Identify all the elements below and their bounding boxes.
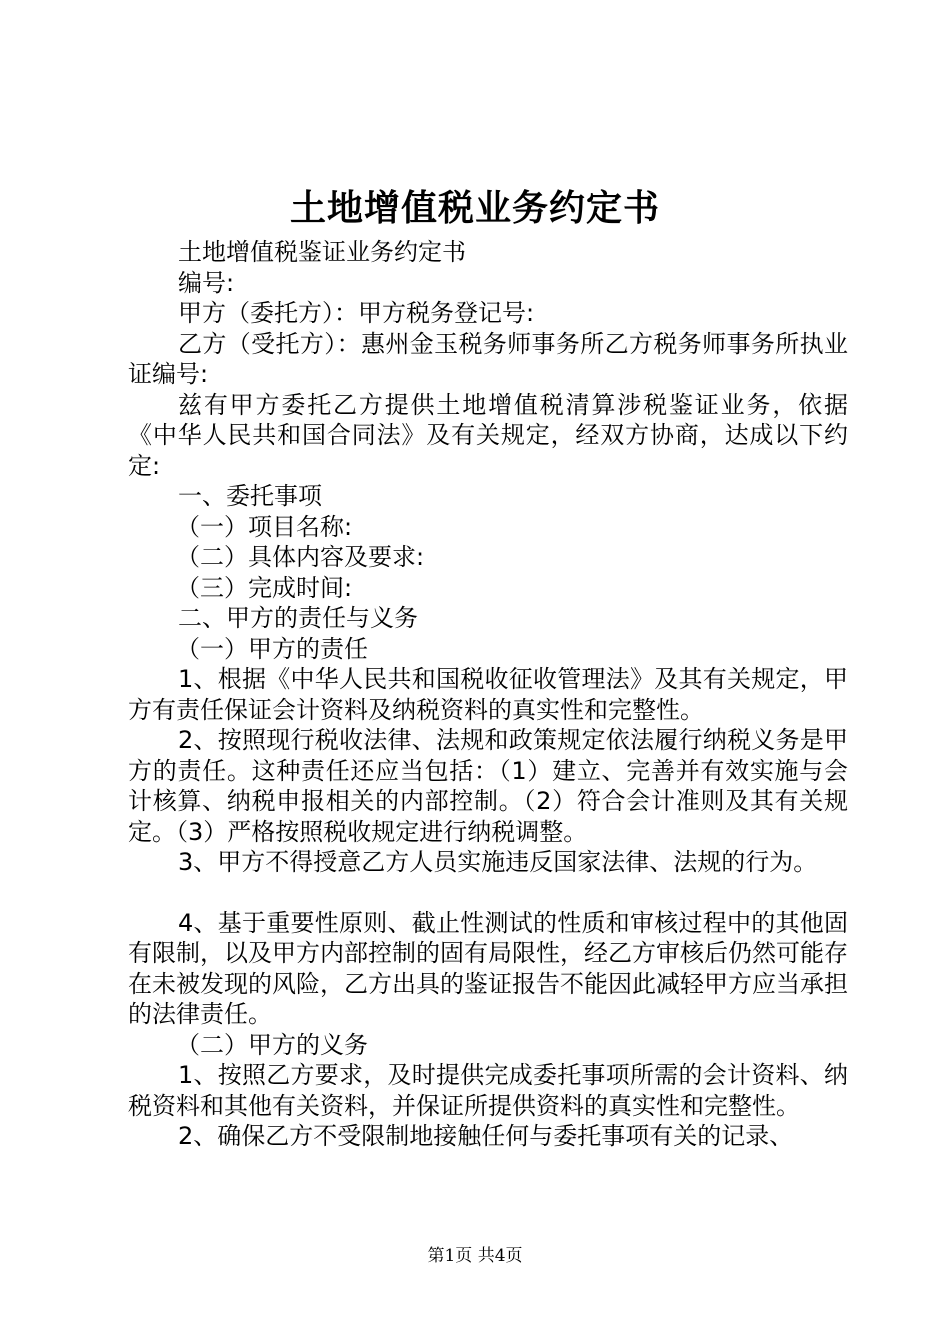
item-content-requirements: （二）具体内容及要求: xyxy=(176,543,425,571)
page-footer: 第1页 共4页 xyxy=(427,1246,523,1266)
document-title: 土地增值税业务约定书 xyxy=(289,187,660,229)
clause-responsibility-3: 3、甲方不得授意乙方人员实施违反国家法律、法规的行为。 xyxy=(178,848,818,876)
paragraph-number: 编号: xyxy=(178,268,235,297)
paragraph-intro: 兹有甲方委托乙方提供土地增值税清算涉税鉴证业务，依据《中华人民共和国合同法》及有关规定，经双方协商，达成以下约定: xyxy=(128,390,848,480)
section-heading-1: 一、委托事项 xyxy=(178,482,322,510)
subsection-heading-responsibility: （一）甲方的责任 xyxy=(176,634,368,663)
document-body xyxy=(128,237,848,1152)
item-project-name: （一）项目名称: xyxy=(176,512,353,541)
item-completion-time: （三）完成时间: xyxy=(176,573,353,602)
subsection-heading-obligation: （二）甲方的义务 xyxy=(176,1030,368,1059)
clause-obligation-2: 2、确保乙方不受限制地接触任何与委托事项有关的记录、 xyxy=(178,1122,794,1150)
paragraph-party-b: 乙方（受托方）：惠州金玉税务师事务所乙方税务师事务所执业证编号: xyxy=(128,329,848,388)
section-heading-2: 二、甲方的责任与义务 xyxy=(178,604,418,632)
paragraph-party-a: 甲方（委托方）：甲方税务登记号: xyxy=(178,299,535,327)
paragraph-subtitle: 土地增值税鉴证业务约定书 xyxy=(178,238,466,266)
clause-obligation-1: 1、按照乙方要求，及时提供完成委托事项所需的会计资料、纳税资料和其他有关资料，并保证所提供资料的真实性和完整性。 xyxy=(128,1061,848,1120)
clause-responsibility-4: 4、基于重要性原则、截止性测试的性质和审核过程中的其他固有限制，以及甲方内部控制的固有局限性，经乙方审核后仍然可能存在未被发现的风险，乙方出具的鉴证报告不能因此减轻甲方应当承担的法律责任。 xyxy=(128,908,848,1028)
clause-responsibility-1: 1、根据《中华人民共和国税收征收管理法》及其有关规定，甲方有责任保证会计资料及纳税资料的真实性和完整性。 xyxy=(128,665,848,724)
clause-responsibility-2: 2、按照现行税收法律、法规和政策规定依法履行纳税义务是甲方的责任。这种责任还应当包括：（1）建立、完善并有效实施与会计核算、纳税申报相关的内部控制。（2）符合会计准则及其有关规定。（3）严格按照税收规定进行纳税调整。 xyxy=(128,726,848,846)
